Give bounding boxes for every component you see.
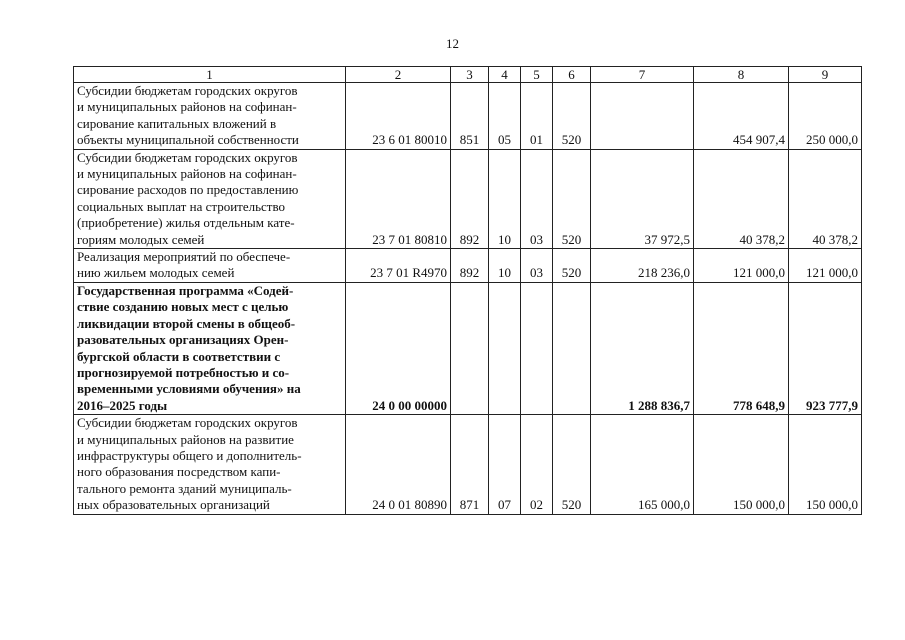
program-name-line: ных образовательных организаций [77,497,270,513]
amount-col-8: 121 000,0 [694,249,789,283]
table-row [74,149,862,248]
column-header: 2 [346,67,451,83]
ministry-code [451,282,489,414]
table-row [74,249,862,283]
amount-col-7: 37 972,5 [591,149,694,248]
subsection-code: 03 [521,249,553,283]
amount-col-9: 923 777,9 [789,282,862,414]
column-header: 7 [591,67,694,83]
program-name-line: разовательных организациях Орен- [77,332,289,348]
expense-type-code: 520 [553,249,591,283]
subsection-code: 01 [521,83,553,150]
column-header: 5 [521,67,553,83]
amount-col-7: 165 000,0 [591,415,694,514]
section-code: 10 [489,149,521,248]
column-header: 6 [553,67,591,83]
amount-col-7: 1 288 836,7 [591,282,694,414]
ministry-code: 871 [451,415,489,514]
amount-col-8: 150 000,0 [694,415,789,514]
program-name-line: объекты муниципальной собственности [77,132,299,148]
budget-code: 23 6 01 80010 [346,83,451,150]
program-name-line: бургской области в соответствии с [77,348,281,364]
expense-type-code [553,282,591,414]
program-name-line: Субсидии бюджетам городских округов [77,149,298,165]
subsection-code: 02 [521,415,553,514]
program-name-line: и муниципальных районов на софинан- [77,166,297,182]
program-name-line: тального ремонта зданий муниципаль- [77,480,292,496]
amount-col-7: 218 236,0 [591,249,694,283]
expense-type-code: 520 [553,149,591,248]
program-name-line: сирование расходов по предоставлению [77,182,299,198]
section-code: 05 [489,83,521,150]
program-name-line: Реализация мероприятий по обеспече- [77,249,291,265]
expense-type-code: 520 [553,415,591,514]
column-header: 4 [489,67,521,83]
program-name-line: прогнозируемой потребностью и со- [77,364,290,380]
amount-col-8: 454 907,4 [694,83,789,150]
program-name-line: гориям молодых семей [77,231,205,247]
program-name-line: и муниципальных районов на развитие [77,431,294,447]
header-row [74,67,862,83]
ministry-code: 892 [451,249,489,283]
table-row [74,83,862,150]
program-name [74,249,346,283]
program-name-line: временными условиями обучения» на [77,381,301,397]
program-name-line: сирование капитальных вложений в [77,115,277,131]
ministry-code: 851 [451,83,489,150]
table-row [74,282,862,414]
column-header: 9 [789,67,862,83]
amount-col-9: 121 000,0 [789,249,862,283]
program-name [74,149,346,248]
program-name-line: (приобретение) жилья отдельным кате- [77,215,295,231]
table-body [74,67,862,515]
program-name-line: социальных выплат на строительство [77,198,286,214]
program-name-line: ствие созданию новых мест с целью [77,299,289,315]
page-number: 12 [446,36,459,51]
amount-col-7 [591,83,694,150]
program-name-line: Субсидии бюджетам городских округов [77,83,298,98]
section-code [489,282,521,414]
amount-col-9: 150 000,0 [789,415,862,514]
column-header: 8 [694,67,789,83]
section-code: 10 [489,249,521,283]
program-name [74,415,346,514]
program-name-line: Государственная программа «Содей- [77,282,294,298]
amount-col-9: 250 000,0 [789,83,862,150]
table-row [74,415,862,514]
ministry-code: 892 [451,149,489,248]
program-name [74,83,346,150]
column-header: 3 [451,67,489,83]
amount-col-8: 40 378,2 [694,149,789,248]
subsection-code [521,282,553,414]
program-name-line: и муниципальных районов на софинан- [77,99,297,115]
budget-code: 24 0 00 00000 [346,282,451,414]
program-name [74,282,346,414]
program-name-line: нию жильем молодых семей [77,265,235,281]
budget-code: 23 7 01 R4970 [346,249,451,283]
budget-code: 24 0 01 80890 [346,415,451,514]
section-code: 07 [489,415,521,514]
column-header: 1 [74,67,346,83]
expense-type-code: 520 [553,83,591,150]
subsection-code: 03 [521,149,553,248]
amount-col-9: 40 378,2 [789,149,862,248]
program-name-line: Субсидии бюджетам городских округов [77,415,298,431]
program-name-line: ного образования посредством капи- [77,464,281,480]
program-name-line: ликвидации второй смены в общеоб- [77,315,296,331]
budget-code: 23 7 01 80810 [346,149,451,248]
budget-table [73,66,862,515]
program-name-line: инфраструктуры общего и дополнитель- [77,447,302,463]
amount-col-8: 778 648,9 [694,282,789,414]
program-name-line: 2016–2025 годы [77,397,168,413]
